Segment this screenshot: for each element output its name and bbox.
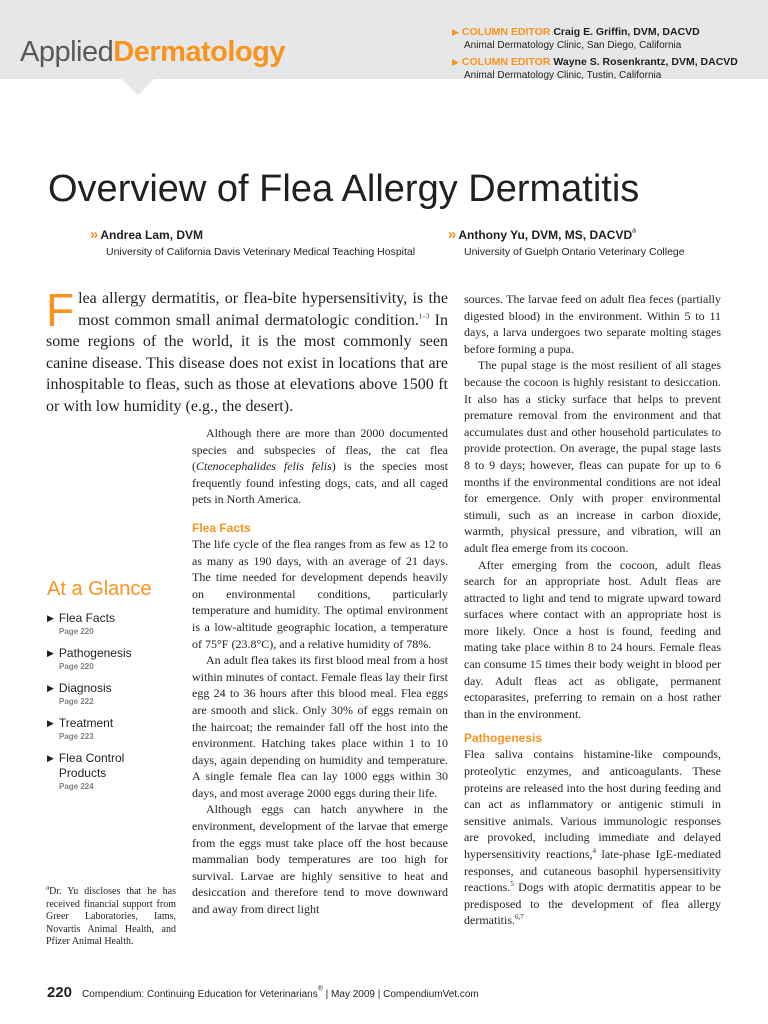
journal-name: Compendium: Continuing Education for Veterinarians xyxy=(82,989,318,1000)
text-run: ) is the species most frequently found infesting dogs, cats, and all caged pets in North America. xyxy=(192,459,448,507)
registered-mark: ® xyxy=(317,985,323,993)
glance-label: Pathogenesis xyxy=(58,646,132,660)
flea-facts-heading: Flea Facts xyxy=(192,520,251,535)
citation-ref: 5 xyxy=(510,880,514,889)
middle-column xyxy=(192,425,448,918)
author-footnote-mark: a xyxy=(632,227,637,235)
page-footer xyxy=(47,984,479,1002)
column-editor-2 xyxy=(452,56,738,82)
double-chevron-icon: » xyxy=(90,226,99,243)
body-paragraph xyxy=(464,746,721,929)
page-number: 220 xyxy=(47,984,73,1001)
drop-cap: F xyxy=(46,284,75,336)
header-notch xyxy=(122,79,154,95)
logo-applied: Applied xyxy=(20,36,114,68)
glance-label: Flea Control Products xyxy=(58,751,125,780)
editor-name: Wayne S. Rosenkrantz, DVM, DACVD xyxy=(553,56,738,68)
editor-name: Craig E. Griffin, DVM, DACVD xyxy=(553,26,700,38)
glance-page: Page 222 xyxy=(59,697,94,706)
text-run: Flea saliva contains histamine-like compounds, proteolytic enzymes, and anticoagulants. These proteins are released into the host during feeding and can act as inflammatory or antigenic stimuli in sensitive animals. Various immunologic responses are provoked, including immediate and delayed hypersensitivity reactions, xyxy=(464,747,721,861)
footer-issue-site: | May 2009 | CompendiumVet.com xyxy=(322,989,479,1000)
text-run: Dogs with atopic dermatitis appear to be predisposed to the development of flea allergy dermatitis. xyxy=(464,880,721,928)
pathogenesis-heading: Pathogenesis xyxy=(464,731,543,746)
author-affiliation: University of Guelph Ontario Veterinary College xyxy=(464,246,685,258)
intro-paragraph xyxy=(46,284,449,417)
glance-page: Page 224 xyxy=(59,782,94,791)
glance-item-pathogenesis[interactable] xyxy=(47,646,177,673)
intro-ref: 1–3 xyxy=(418,312,430,321)
species-name: Ctenocephalides felis felis xyxy=(196,459,332,474)
body-paragraph: The life cycle of the flea ranges from as few as 12 to as many as 190 days, with an average of 21 days. The time needed for development depends heavily on environmental conditions, particularly temperature and humidity. The optimal environment is a low-altitude geographic location, a temperature of 75°F (23.8°C), and a relative humidity of 78%. xyxy=(192,536,448,651)
glance-item-flea-control[interactable] xyxy=(47,751,177,793)
citation-ref: 4 xyxy=(592,847,596,855)
triangle-icon: ▶ xyxy=(47,683,54,693)
editor-affiliation: Animal Dermatology Clinic, San Diego, California xyxy=(464,40,682,51)
author-name: Anthony Yu, DVM, MS, DACVD xyxy=(458,228,633,242)
glance-label: Flea Facts xyxy=(58,611,115,625)
body-paragraph: Although eggs can hatch anywhere in the environment, development of the larvae that emerge from the eggs must take place off the host because mammalian body temperatures are too high for survival. Larvae are highly sensitive to heat and desiccation and therefore tend to move downward and away from direct light xyxy=(192,802,448,917)
glance-page: Page 223 xyxy=(59,732,94,741)
double-chevron-icon: » xyxy=(448,226,457,243)
right-column xyxy=(464,291,721,929)
glance-page: Page 220 xyxy=(59,627,94,636)
section-logo xyxy=(20,38,285,67)
at-a-glance-title: At a Glance xyxy=(47,578,152,600)
citation-ref: 6,7 xyxy=(515,913,524,922)
glance-page: Page 220 xyxy=(59,662,94,671)
triangle-icon: ▶ xyxy=(47,613,54,623)
body-paragraph: After emerging from the cocoon, adult fleas search for an appropriate host. Adult fleas are attracted to light and tend to migrate upward toward surfaces where contact with an appropriate host is more likely. Once a host is found, feeding and mating take place within 8 to 24 hours. Female fleas can consume 15 times their body weight in blood per day. Adult fleas act as obligate, permanent ectoparasites, preferring to remain on a host rather than in the environment. xyxy=(464,557,721,721)
triangle-icon: ▶ xyxy=(47,718,54,728)
text-run: late-phase IgE-mediated responses, and cutaneous basophil hypersensitivity reactions. xyxy=(464,847,721,895)
glance-item-diagnosis[interactable] xyxy=(47,681,177,708)
glance-label: Diagnosis xyxy=(58,681,112,695)
glance-item-treatment[interactable] xyxy=(47,716,177,743)
footnote-mark: a xyxy=(46,883,50,892)
editor-tag: COLUMN EDITOR xyxy=(461,26,551,38)
author-affiliation: University of California Davis Veterinary Medical Teaching Hospital xyxy=(106,246,416,258)
body-paragraph: The pupal stage is the most resilient of all stages because the cocoon is highly resistant to desiccation. It also has a sticky surface that helps to prevent premature removal from the environment and that accumulates dust and other household particulates to provide protection. On average, the pupal stage lasts 8 to 9 days; however, fleas can pupate for up to 6 months if the environmental conditions are not ideal for emergence. Only with proper environmental stimuli, such as an increase in carbon dioxide, warmth, physical pressure, and vibration, will an adult flea emerge from its cocoon. xyxy=(464,358,721,555)
body-paragraph xyxy=(192,425,448,508)
text-run: Although there are more than 2000 documented species and subspecies of fleas, the cat flea ( xyxy=(192,426,448,474)
footnote-text: Dr. Yu discloses that he has received financial support from Greer Laboratories, Iams, Novartis Animal Health, and Pfizer Animal Health. xyxy=(46,886,176,947)
at-a-glance-box xyxy=(47,578,177,801)
author-name: Andrea Lam, DVM xyxy=(100,228,204,242)
disclosure-footnote xyxy=(46,883,176,949)
article-title: Overview of Flea Allergy Dermatitis xyxy=(48,168,640,210)
logo-dermatology: Dermatology xyxy=(113,36,286,68)
triangle-icon: ▶ xyxy=(452,27,459,37)
body-paragraph: An adult flea takes its first blood meal from a host within minutes of contact. Female fleas lay their first egg 24 to 36 hours after this blood meal. Flea eggs are smooth and slick. Only 30% of eggs remain on the haircoat; the remainder fall off the host into the environment. Hatching takes place within 1 to 10 days, again depending on humidity and temperature. A single female flea can lay 1000 eggs within 30 days, and most average 2000 eggs during their life. xyxy=(192,653,448,800)
intro-text-b: In some regions of the world, it is the most commonly seen canine disease. This disease does not exist in locations that are inhospitable to fleas, such as those at elevations above 1500 ft or with low humidity (e.g., the desert). xyxy=(46,311,449,415)
editor-tag: COLUMN EDITOR xyxy=(461,56,551,68)
column-editor-1 xyxy=(452,26,700,52)
glance-item-flea-facts[interactable] xyxy=(47,611,177,638)
triangle-icon: ▶ xyxy=(452,57,459,67)
glance-label: Treatment xyxy=(58,716,114,730)
author-1 xyxy=(90,226,415,258)
intro-text-a: lea allergy dermatitis, or flea-bite hypersensitivity, is the most common small animal dermatologic condition. xyxy=(78,290,448,329)
body-paragraph: sources. The larvae feed on adult flea feces (partially digested blood) in the environment. Within 5 to 11 days, a larva undergoes two separate molting stages before forming a pupa. xyxy=(464,292,721,356)
triangle-icon: ▶ xyxy=(47,648,54,658)
author-2 xyxy=(448,226,685,258)
editor-affiliation: Animal Dermatology Clinic, Tustin, California xyxy=(464,70,662,81)
triangle-icon: ▶ xyxy=(47,753,54,763)
